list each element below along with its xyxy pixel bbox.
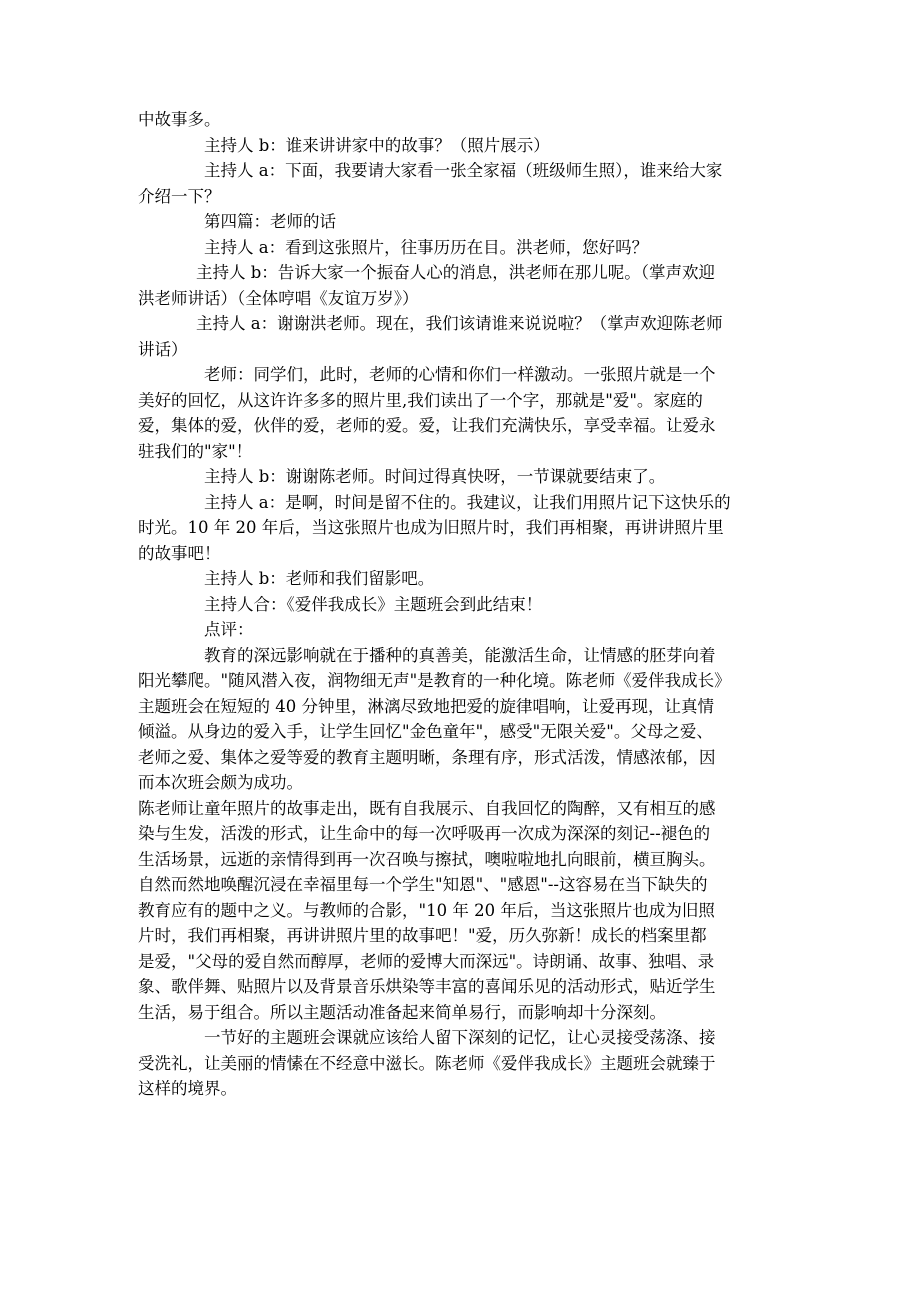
text-line: 主持人 b：谢谢陈老师。时间过得真快呀，一节课就要结束了。: [204, 467, 666, 486]
text-line: 主持人 a：是啊，时间是留不住的。我建议，让我们用照片记下这快乐的: [204, 492, 731, 512]
text-line: 染与生发，活泼的形式，让生命中的每一次呼吸再一次成为深深的刻记--褪色的: [138, 824, 711, 843]
text-line: 而本次班会颇为成功。: [138, 773, 303, 792]
text-line: 主题班会在短短的 40 分钟里，淋漓尽致地把爱的旋律唱响，让爱再现，让真情: [138, 696, 714, 716]
text-line: 主持人 b：谁来讲讲家中的故事？（照片展示）: [204, 135, 550, 155]
text-line: 主持人 a：下面，我要请大家看一张全家福（班级师生照），谁来给大家: [204, 161, 723, 180]
text-line: 美好的回忆，从这许许多多的照片里,我们读出了一个字，那就是"爱"。家庭的: [138, 390, 703, 410]
text-line: 爱，集体的爱，伙伴的爱，老师的爱。爱，让我们充满快乐，享受幸福。让爱永: [138, 416, 716, 435]
text-line: 阳光攀爬。"随风潜入夜，润物细无声"是教育的一种化境。陈老师《爱伴我成长》: [138, 671, 731, 690]
text-line: 主持人 a：谢谢洪老师。现在，我们该请谁来说说啦？（掌声欢迎陈老师: [196, 314, 723, 333]
text-line: 象、歌伴舞、贴照片以及背景音乐烘染等丰富的喜闻乐见的活动形式，贴近学生: [138, 977, 716, 996]
text-line: 洪老师讲话）（全体哼唱《友谊万岁》）: [138, 288, 419, 308]
text-line: 介绍一下？: [138, 186, 221, 206]
text-line: 讲话）: [138, 339, 188, 359]
text-line: 主持人 b：告诉大家一个振奋人心的消息，洪老师在那儿呢。（掌声欢迎: [196, 263, 716, 282]
text-line: 的故事吧！: [138, 543, 221, 563]
text-line: 教育应有的题中之义。与教师的合影，"10 年 20 年后，当这张照片也成为旧照: [138, 900, 715, 920]
text-line: 倾溢。从身边的爱入手，让学生回忆"金色童年"，感受"无限关爱"。父母之爱、: [138, 722, 713, 741]
section-heading: 点评：: [204, 620, 254, 639]
text-line: 教育的深远影响就在于播种的真善美，能激活生命，让情感的胚芽向着: [204, 645, 716, 665]
text-line: 中故事多。: [138, 110, 221, 129]
text-line: 这样的境界。: [138, 1079, 237, 1098]
document-body: [138, 107, 794, 1102]
text-line: 老师之爱、集体之爱等爱的教育主题明晰，条理有序，形式活泼，情感浓郁，因: [138, 747, 716, 767]
text-line: 陈老师让童年照片的故事走出，既有自我展示、自我回忆的陶醉，又有相互的感: [138, 798, 716, 818]
text-line: 生活，易于组合。所以主题活动准备起来简单易行，而影响却十分深刻。: [138, 1002, 666, 1022]
text-line: 时光。10 年 20 年后，当这张照片也成为旧照片时，我们再相聚，再讲讲照片里: [138, 518, 724, 537]
text-line: 驻我们的"家"！: [138, 441, 253, 461]
text-line: 受洗礼，让美丽的情愫在不经意中滋长。陈老师《爱伴我成长》主题班会就臻于: [138, 1053, 716, 1073]
text-line: 老师：同学们，此时，老师的心情和你们一样激动。一张照片就是一个: [204, 365, 716, 384]
text-line: 一节好的主题班会课就应该给人留下深刻的记忆，让心灵接受荡涤、接: [204, 1028, 716, 1047]
text-line: 主持人 b：老师和我们留影吧。: [204, 569, 435, 588]
text-line: 自然而然地唤醒沉浸在幸福里每一个学生"知恩"、"感恩"--这容易在当下缺失的: [138, 875, 708, 894]
text-line: 主持人 a：看到这张照片，往事历历在目。洪老师，您好吗？: [204, 237, 649, 257]
text-line: 主持人合：《爱伴我成长》主题班会到此结束！: [204, 594, 543, 614]
text-line: 生活场景，远逝的亲情得到再一次召唤与擦拭，噢啦啦地扎向眼前，横亘胸头。: [138, 849, 716, 869]
section-heading: 第四篇：老师的话: [204, 212, 336, 231]
text-line: 片时，我们再相聚，再讲讲照片里的故事吧！"爱，历久弥新！成长的档案里都: [138, 926, 707, 945]
text-line: 是爱，"父母的爱自然而醇厚，老师的爱博大而深远"。诗朗诵、故事、独唱、录: [138, 951, 715, 971]
